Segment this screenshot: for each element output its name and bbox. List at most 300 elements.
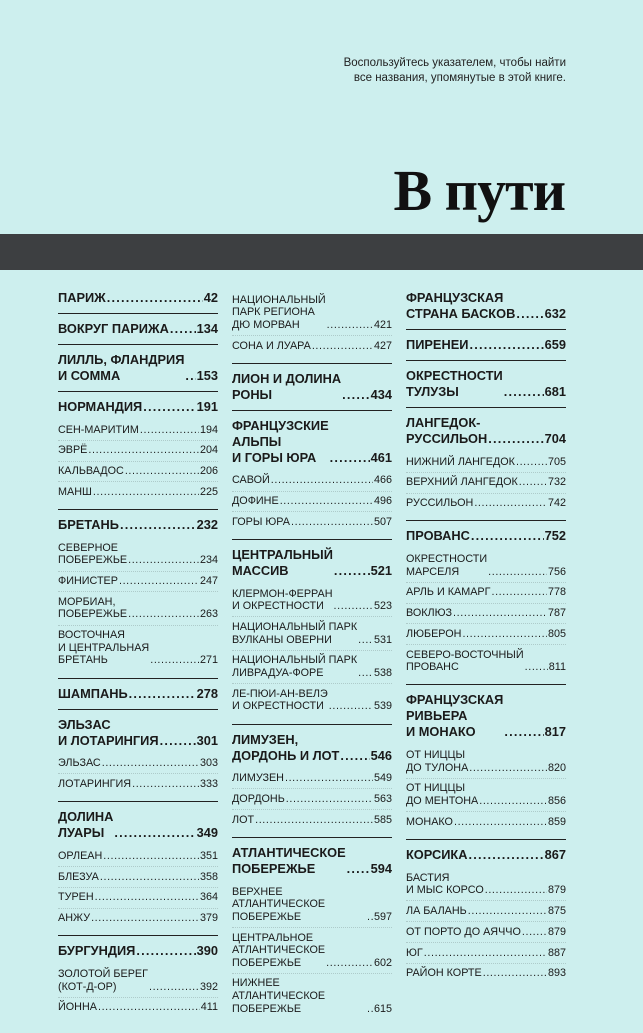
toc-subentry-page: 333 <box>199 778 218 790</box>
toc-subentry-title: ВОКЛЮЗ <box>406 607 453 620</box>
toc-subentry-title: ЗОЛОТОЙ БЕРЕГ (КОТ-Д-ОР) <box>58 967 148 993</box>
toc-region <box>58 352 218 392</box>
toc-subentry-title: СЕН-МАРИТИМ <box>58 423 139 436</box>
toc-entry-page: 817 <box>544 724 566 740</box>
dot-leader <box>491 586 547 599</box>
dot-leader <box>150 654 199 667</box>
dot-leader <box>358 667 373 680</box>
toc-subentry-title: ЛОТАРИНГИЯ <box>58 778 132 790</box>
toc-subentry[interactable] <box>232 769 392 790</box>
dot-leader <box>474 497 547 510</box>
dot-leader <box>334 563 370 579</box>
toc-subentry-title: ВЕРХНИЙ ЛАНГЕДОК <box>406 476 518 489</box>
toc-region <box>58 517 218 679</box>
toc-subentry-page: 778 <box>547 586 566 599</box>
dot-leader <box>103 850 199 863</box>
toc-subentry-title: ВЕРХНЕЕ АТЛАНТИЧЕСКОЕ ПОБЕРЕЖЬЕ <box>232 885 326 923</box>
toc-subentry-page: 859 <box>547 815 566 828</box>
toc-subentry[interactable] <box>58 420 218 441</box>
toc-subentry[interactable] <box>58 867 218 888</box>
toc-entry-page: 434 <box>370 386 392 402</box>
toc-entry-title: ЛИМУЗЕН, ДОРДОНЬ И ЛОТ <box>232 731 340 763</box>
toc-subentry[interactable] <box>58 754 218 775</box>
dot-leader <box>488 566 547 579</box>
toc-entry-page: 681 <box>544 384 566 399</box>
intro-line: все названия, упомянутые в этой книге. <box>353 72 566 84</box>
toc-subentry-title: ДОФИНЕ <box>232 495 279 508</box>
toc-subentry-page: 805 <box>547 627 566 640</box>
dot-leader <box>114 825 195 841</box>
toc-subentry-page: 225 <box>199 485 218 498</box>
toc-region <box>232 845 392 1026</box>
toc-subentry[interactable] <box>406 943 566 964</box>
dot-leader <box>100 871 199 884</box>
dot-leader <box>128 554 199 567</box>
toc-entry-title: ШАМПАНЬ <box>58 685 128 701</box>
toc-subentry[interactable] <box>406 812 566 832</box>
toc-region <box>58 717 218 803</box>
toc-region <box>58 686 218 710</box>
toc-subentry[interactable] <box>406 473 566 494</box>
toc-subentry-title: ЭВРЁ <box>58 444 88 457</box>
toc-region <box>58 321 218 345</box>
toc-subentry-page: 602 <box>373 956 392 969</box>
toc-subentry-page: 787 <box>547 607 566 620</box>
toc-subentry[interactable] <box>406 645 566 677</box>
toc-entry-page: 278 <box>196 685 218 701</box>
dot-leader <box>329 700 373 713</box>
toc-entry-page: 632 <box>544 306 566 321</box>
toc-entry-title: ПИРЕНЕИ <box>406 337 469 352</box>
dot-leader <box>107 290 203 306</box>
toc-subentry-page: 732 <box>547 476 566 489</box>
toc-entry-title: АТЛАНТИЧЕСКОЕ ПОБЕРЕЖЬЕ <box>232 844 346 876</box>
intro-line: Воспользуйтесь указателем, чтобы найти <box>343 57 566 69</box>
toc-subentry-page: 234 <box>199 554 218 567</box>
toc-subentry[interactable] <box>406 604 566 625</box>
toc-subentry-title: БЛЕЗУА <box>58 870 99 883</box>
toc-subentry-title: РУССИЛЬОН <box>406 497 474 510</box>
toc-subentry-page: 421 <box>373 318 392 331</box>
dot-leader <box>160 733 196 749</box>
toc-subentry-page: 523 <box>373 600 392 613</box>
toc-subentry-page: 247 <box>199 575 218 588</box>
dot-leader <box>453 607 547 620</box>
toc-subentry[interactable] <box>232 336 392 356</box>
toc-subentry[interactable] <box>58 441 218 462</box>
toc-subentry-page: 893 <box>547 967 566 980</box>
toc-subentry-page: 887 <box>547 946 566 959</box>
toc-entry-title: ВОКРУГ ПАРИЖА <box>58 321 169 336</box>
dot-leader <box>342 387 370 403</box>
toc-subentry[interactable] <box>58 572 218 593</box>
dot-leader <box>286 793 373 806</box>
toc-subentry[interactable] <box>406 868 566 901</box>
toc-subentry[interactable] <box>406 452 566 473</box>
dot-leader <box>102 757 199 770</box>
toc-subentry-title: ЛЮБЕРОН <box>406 627 462 640</box>
dot-leader <box>143 399 195 415</box>
dot-leader <box>132 778 199 791</box>
toc-subentry[interactable] <box>406 964 566 984</box>
dot-leader <box>119 575 199 588</box>
toc-entry[interactable] <box>58 809 218 841</box>
dot-leader <box>468 847 543 863</box>
toc-region <box>58 290 218 314</box>
dot-leader <box>120 517 196 533</box>
toc-subentry[interactable] <box>232 471 392 492</box>
toc-entry-title: ЛАНГЕДОК- РУССИЛЬОН <box>406 415 488 446</box>
toc-subentry[interactable] <box>58 888 218 909</box>
toc-subentry[interactable] <box>406 745 566 778</box>
toc-subentry[interactable] <box>232 651 392 684</box>
toc-subentry-page: 392 <box>199 980 218 993</box>
toc-subentry-title: ФИНИСТЕР <box>58 575 118 588</box>
dot-leader <box>93 486 199 499</box>
toc-subentry-page: 303 <box>199 757 218 770</box>
toc-subentry-page: 427 <box>373 339 392 352</box>
toc-subentry-page: 538 <box>373 667 392 680</box>
toc-entry-page: 134 <box>196 321 218 336</box>
toc-subentry-title: ОРЛЕАН <box>58 849 103 862</box>
toc-subentry-title: НАЦИОНАЛЬНЫЙ ПАРК ВУЛКАНЫ ОВЕРНИ <box>232 621 358 646</box>
toc-entry[interactable] <box>58 717 218 749</box>
toc-entry-title: ФРАНЦУЗСКАЯ СТРАНА БАСКОВ <box>406 290 516 321</box>
toc-subentry-title: ОТ НИЦЦЫ ДО МЕНТОНА <box>406 782 479 807</box>
toc-entry[interactable] <box>232 418 392 466</box>
toc-region <box>232 547 392 725</box>
toc-subentry-title: ЛА БАЛАНЬ <box>406 904 467 917</box>
toc-subentry-page: 549 <box>373 772 392 785</box>
dot-leader <box>479 795 547 808</box>
toc-subentry-page: 563 <box>373 792 392 805</box>
dot-leader <box>516 306 543 322</box>
toc-region <box>406 368 566 408</box>
dot-leader <box>255 814 373 827</box>
toc-entry[interactable] <box>406 528 566 544</box>
toc-subentry[interactable] <box>232 928 392 974</box>
toc-subentry-page: 820 <box>547 761 566 774</box>
dot-leader <box>454 816 547 829</box>
toc-entry-title: ЭЛЬЗАС И ЛОТАРИНГИЯ <box>58 716 159 748</box>
dot-leader <box>468 905 547 918</box>
toc-region <box>406 290 566 330</box>
toc-entry[interactable] <box>406 290 566 322</box>
toc-entry-page: 191 <box>196 399 218 414</box>
dot-leader <box>462 628 547 641</box>
toc-subentry-page: 585 <box>373 813 392 826</box>
toc-subentry-title: СОНА И ЛУАРА <box>232 339 311 352</box>
toc-subentry-title: ГОРЫ ЮРА <box>232 515 290 528</box>
toc-entry-page: 390 <box>196 943 218 959</box>
toc-subentry-title: МАНШ <box>58 485 92 498</box>
toc-entry-page: 546 <box>370 747 392 763</box>
dot-leader <box>522 926 547 939</box>
toc-entry[interactable] <box>58 352 218 384</box>
toc-subentry-page: 364 <box>199 891 218 904</box>
toc-subentry-page: 539 <box>373 700 392 713</box>
toc-subentry[interactable] <box>232 617 392 650</box>
toc-subentry[interactable] <box>406 922 566 943</box>
toc-region <box>406 528 566 685</box>
toc-subentry[interactable] <box>232 789 392 810</box>
toc-region <box>232 418 392 540</box>
dot-leader <box>358 634 373 647</box>
toc-entry[interactable] <box>58 686 218 702</box>
toc-entry-title: ФРАНЦУЗСКИЕ АЛЬПЫ И ГОРЫ ЮРА <box>232 417 329 465</box>
toc-subentry-title: ОТ НИЦЦЫ ДО ТУЛОНА <box>406 749 469 774</box>
toc-region <box>232 732 392 838</box>
toc-subentry[interactable] <box>232 584 392 617</box>
toc-entry-page: 752 <box>544 528 566 544</box>
toc-subentry[interactable] <box>58 462 218 483</box>
toc-entry-page: 521 <box>370 563 392 579</box>
dot-leader <box>516 456 547 469</box>
toc-entry-title: ДОЛИНА ЛУАРЫ <box>58 809 114 841</box>
dot-leader <box>185 368 195 384</box>
toc-subentry[interactable] <box>232 882 392 928</box>
dot-leader <box>469 762 547 775</box>
toc-subentry-page: 597 <box>373 910 392 923</box>
toc-entry-title: ФРАНЦУЗСКАЯ РИВЬЕРА И МОНАКО <box>406 692 504 740</box>
toc-subentry-title: САВОЙ <box>232 474 270 487</box>
toc-entry[interactable] <box>406 415 566 447</box>
toc-entry-page: 349 <box>196 825 218 841</box>
toc-entry-title: ПАРИЖ <box>58 290 106 305</box>
dot-leader <box>326 957 373 970</box>
toc-entry-title: ЛИОН И ДОЛИНА РОНЫ <box>232 370 342 402</box>
dot-leader <box>330 450 370 466</box>
toc-subentry-title: ЦЕНТРАЛЬНОЕ АТЛАНТИЧЕСКОЕ ПОБЕРЕЖЬЕ <box>232 931 326 969</box>
dot-leader <box>129 686 196 702</box>
toc-entry[interactable] <box>58 321 218 337</box>
toc-subentry-title: КАЛЬВАДОС <box>58 465 124 478</box>
intro-note <box>306 56 566 86</box>
dot-leader <box>327 319 373 332</box>
toc-subentry-page: 271 <box>199 654 218 667</box>
dot-leader <box>367 911 373 924</box>
toc-subentry-page: 742 <box>547 497 566 510</box>
toc-entry-page: 704 <box>544 431 566 446</box>
toc-subentry-title: ЮГ <box>406 946 423 959</box>
toc-entry[interactable] <box>58 943 218 959</box>
toc-entry[interactable] <box>406 368 566 400</box>
header-band <box>0 234 643 270</box>
dot-leader <box>140 424 199 437</box>
dot-leader <box>291 516 373 529</box>
toc-entry[interactable] <box>58 517 218 533</box>
toc-subentry-title: СЕВЕРНОЕ ПОБЕРЕЖЬЕ <box>58 541 128 567</box>
toc-subentry-page: 531 <box>373 633 392 646</box>
dot-leader <box>88 444 199 457</box>
toc-subentry-page: 466 <box>373 474 392 487</box>
toc-subentry-page: 811 <box>548 661 566 674</box>
page-title: В пути <box>393 158 565 223</box>
dot-leader <box>488 431 543 447</box>
toc-subentry-page: 756 <box>547 565 566 578</box>
toc-subentry[interactable] <box>406 779 566 812</box>
toc-subentry-page: 879 <box>547 884 566 897</box>
toc-column-2 <box>232 290 392 1033</box>
toc-subentry[interactable] <box>232 290 392 336</box>
toc-subentry-page: 358 <box>199 870 218 883</box>
toc-subentry[interactable] <box>58 592 218 625</box>
toc-subentry-title: МОРБИАН, ПОБЕРЕЖЬЕ <box>58 595 128 621</box>
toc-subentry-page: 411 <box>200 1001 218 1014</box>
toc-entry-page: 42 <box>203 290 218 305</box>
toc-region <box>58 943 218 1024</box>
toc-entry-page: 153 <box>196 368 218 383</box>
toc-subentry-title: БАСТИЯ И МЫС КОРСО <box>406 871 484 897</box>
toc-region <box>232 290 392 364</box>
toc-entry[interactable] <box>232 371 392 403</box>
dot-leader <box>504 384 544 400</box>
toc-subentry-page: 379 <box>199 912 218 925</box>
toc-subentry[interactable] <box>232 492 392 513</box>
dot-leader <box>504 724 543 740</box>
toc-subentry[interactable] <box>58 998 218 1018</box>
toc-subentry[interactable] <box>58 774 218 794</box>
toc-subentry-page: 615 <box>373 1002 392 1015</box>
toc-subentry[interactable] <box>58 909 218 929</box>
toc-entry-page: 659 <box>544 337 566 352</box>
toc-entry[interactable] <box>232 845 392 877</box>
toc-subentry-page: 875 <box>547 904 566 917</box>
toc-entry-title: КОРСИКА <box>406 846 468 862</box>
toc-subentry-page: 705 <box>547 455 566 468</box>
toc-entry[interactable] <box>406 692 566 740</box>
toc-subentry-page: 194 <box>199 423 218 436</box>
toc-subentry[interactable] <box>406 549 566 582</box>
dot-leader <box>280 495 373 508</box>
toc-subentry-title: ТУРЕН <box>58 891 94 904</box>
dot-leader <box>367 1003 373 1016</box>
toc-entry-page: 867 <box>544 846 566 862</box>
toc-subentry-title: ЛЕ-ПЮИ-АН-ВЕЛЭ И ОКРЕСТНОСТИ <box>232 687 328 713</box>
toc-subentry-title: МОНАКО <box>406 815 453 828</box>
toc-subentry[interactable] <box>232 512 392 532</box>
toc-subentry[interactable] <box>232 974 392 1019</box>
toc-subentry-page: 507 <box>373 515 392 528</box>
toc-subentry-title: НАЦИОНАЛЬНЫЙ ПАРК РЕГИОНА ДЮ МОРВАН <box>232 293 326 331</box>
toc-region <box>406 692 566 840</box>
toc-subentry-title: РАЙОН КОРТЕ <box>406 967 482 980</box>
toc-region <box>406 847 566 991</box>
dot-leader <box>347 861 370 877</box>
dot-leader <box>128 608 199 621</box>
toc-entry[interactable] <box>406 337 566 353</box>
toc-subentry-title: СЕВЕРО-ВОСТОЧНЫЙ ПРОВАНС <box>406 648 524 674</box>
toc-subentry-title: НАЦИОНАЛЬНЫЙ ПАРК ЛИВРАДУА-ФОРЕ <box>232 654 358 680</box>
toc-subentry[interactable] <box>58 846 218 867</box>
toc-region <box>406 337 566 361</box>
toc-region <box>232 371 392 411</box>
toc-subentry[interactable] <box>406 494 566 514</box>
toc-subentry[interactable] <box>406 901 566 922</box>
toc-entry-page: 232 <box>196 517 218 533</box>
dot-leader <box>485 884 547 897</box>
toc-subentry-title: ОТ ПОРТО ДО АЯЧЧО <box>406 925 521 938</box>
toc-entry-page: 301 <box>196 732 218 748</box>
toc-subentry-page: 204 <box>199 444 218 457</box>
toc-subentry-title: АНЖУ <box>58 912 91 925</box>
dot-leader <box>95 891 199 904</box>
toc-entry-title: БРЕТАНЬ <box>58 517 119 533</box>
toc-entry-title: БУРГУНДИЯ <box>58 943 136 959</box>
toc-subentry-title: АРЛЬ И КАМАРГ <box>406 586 491 599</box>
toc-entry-title: ЦЕНТРАЛЬНЫЙ МАССИВ <box>232 547 333 579</box>
toc-subentry-title: ЭЛЬЗАС <box>58 757 101 770</box>
toc-subentry[interactable] <box>406 583 566 604</box>
dot-leader <box>125 465 199 478</box>
dot-leader <box>340 748 369 764</box>
toc-subentry-title: КЛЕРМОН-ФЕРРАН И ОКРЕСТНОСТИ <box>232 587 333 613</box>
dot-leader <box>285 772 373 785</box>
toc-entry-page: 461 <box>370 449 392 465</box>
dot-leader <box>483 967 547 980</box>
dot-leader <box>98 1001 200 1014</box>
dot-leader <box>334 600 373 613</box>
dot-leader <box>149 981 199 994</box>
toc-column-1 <box>58 290 218 1031</box>
toc-subentry-page: 496 <box>373 495 392 508</box>
toc-subentry-page: 879 <box>547 925 566 938</box>
toc-subentry-title: ЛОТ <box>232 813 255 826</box>
dot-leader <box>170 321 196 337</box>
dot-leader <box>312 340 373 353</box>
toc-entry-title: НОРМАНДИЯ <box>58 399 143 414</box>
dot-leader <box>91 912 199 925</box>
toc-subentry-title: ДОРДОНЬ <box>232 792 285 805</box>
toc-entry-title: ПРОВАНС <box>406 528 470 544</box>
toc-subentry-title: ВОСТОЧНАЯ И ЦЕНТРАЛЬНАЯ БРЕТАНЬ <box>58 629 150 667</box>
toc-subentry[interactable] <box>406 624 566 645</box>
toc-entry-page: 594 <box>370 860 392 876</box>
toc-entry[interactable] <box>406 847 566 863</box>
dot-leader <box>271 474 373 487</box>
toc-subentry-title: НИЖНЕЕ АТЛАНТИЧЕСКОЕ ПОБЕРЕЖЬЕ <box>232 977 326 1015</box>
dot-leader <box>469 337 543 353</box>
toc-subentry-title: ОКРЕСТНОСТИ МАРСЕЛЯ <box>406 552 488 578</box>
toc-entry[interactable] <box>58 399 218 415</box>
toc-entry[interactable] <box>58 290 218 306</box>
toc-entry[interactable] <box>232 732 392 764</box>
toc-subentry-page: 351 <box>199 849 218 862</box>
toc-entry-title: ОКРЕСТНОСТИ ТУЛУЗЫ <box>406 368 503 399</box>
toc-subentry[interactable] <box>58 964 218 997</box>
dot-leader <box>471 528 544 544</box>
toc-subentry[interactable] <box>232 810 392 830</box>
toc-subentry-page: 263 <box>199 608 218 621</box>
toc-region <box>58 809 218 936</box>
toc-column-3 <box>406 290 566 997</box>
toc-subentry-page: 856 <box>547 795 566 807</box>
toc-entry[interactable] <box>232 547 392 579</box>
toc-subentry[interactable] <box>58 482 218 502</box>
toc-subentry-page: 206 <box>199 465 218 478</box>
toc-region <box>58 399 218 510</box>
toc-subentry[interactable] <box>232 684 392 716</box>
dot-leader <box>136 943 195 959</box>
toc-subentry[interactable] <box>58 626 218 671</box>
toc-subentry-title: НИЖНИЙ ЛАНГЕДОК <box>406 455 515 468</box>
toc-entry-title: ЛИЛЛЬ, ФЛАНДРИЯ И СОММА <box>58 352 185 383</box>
dot-leader <box>519 476 547 489</box>
toc-region <box>406 415 566 521</box>
dot-leader <box>424 947 547 960</box>
toc-subentry-title: ЙОННА <box>58 1001 97 1014</box>
toc-subentry[interactable] <box>58 538 218 571</box>
